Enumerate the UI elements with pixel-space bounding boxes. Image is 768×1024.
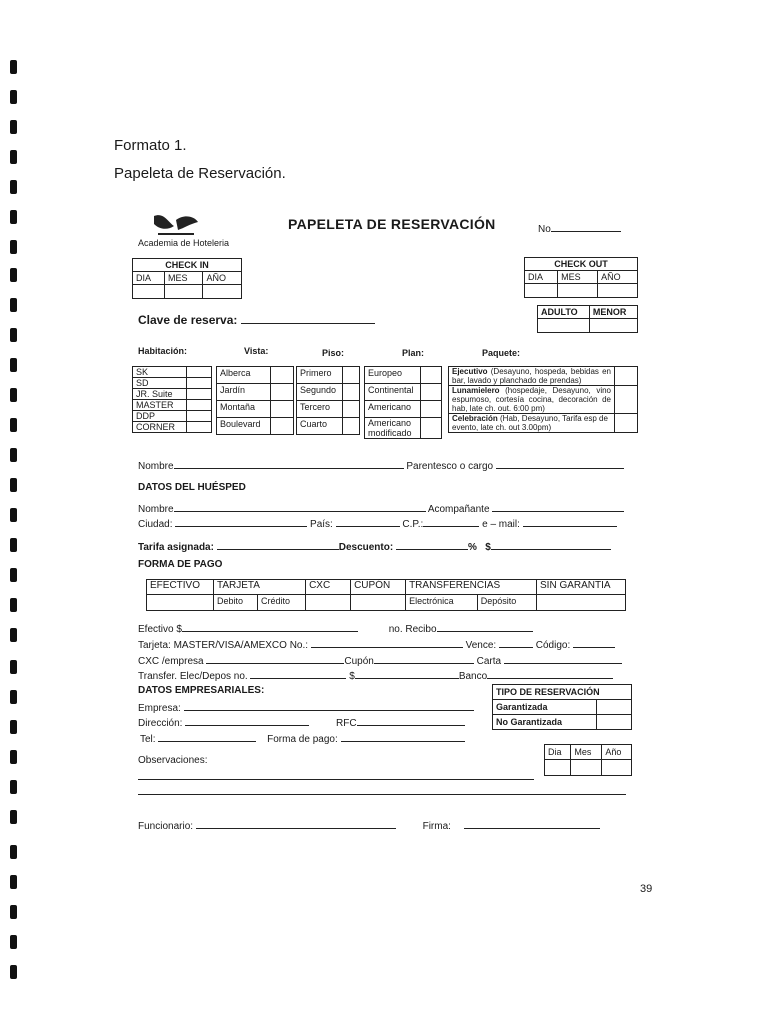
check-in-year-field[interactable] xyxy=(203,285,242,299)
form-title: PAPELETA DE RESERVACIÓN xyxy=(288,216,496,232)
pais-field[interactable] xyxy=(336,517,400,527)
vista-checkbox[interactable] xyxy=(271,384,294,401)
pago-debito[interactable]: Debito xyxy=(214,595,258,611)
vence-field[interactable] xyxy=(499,638,533,648)
pago-cupon-checkbox[interactable] xyxy=(351,595,406,611)
no-garantizada-label: No Garantizada xyxy=(493,715,597,730)
piso-checkbox[interactable] xyxy=(343,367,360,384)
habitacion-option: CORNER xyxy=(133,422,187,433)
piso-option: Cuarto xyxy=(297,418,343,435)
check-in-col: AÑO xyxy=(203,272,242,285)
pago-efectivo-checkbox[interactable] xyxy=(147,595,214,611)
vista-checkbox[interactable] xyxy=(271,367,294,384)
paquete-option: Celebración (Hab, Desayuno, Tarifa esp de evento, late ch. out 3.00pm) xyxy=(449,414,615,433)
pago-credito[interactable]: Crédito xyxy=(258,595,306,611)
piso-header: Piso: xyxy=(322,348,345,358)
check-in-table xyxy=(132,258,242,299)
firma-field[interactable] xyxy=(464,819,600,829)
vista-checkbox[interactable] xyxy=(271,401,294,418)
habitacion-checkbox[interactable] xyxy=(187,411,212,422)
fecha-table xyxy=(544,744,632,776)
check-in-day-field[interactable] xyxy=(133,285,165,299)
check-out-day-field[interactable] xyxy=(525,284,558,298)
codigo-field[interactable] xyxy=(573,638,615,648)
clave-row: Clave de reserva: xyxy=(138,313,375,327)
adult-label: ADULTO xyxy=(538,306,590,319)
pago-electronica[interactable]: Electrónica xyxy=(406,595,478,611)
pago-sin-garantia-checkbox[interactable] xyxy=(537,595,626,611)
observaciones-line-2[interactable] xyxy=(138,794,626,795)
check-out-table xyxy=(524,257,638,298)
check-in-col: MES xyxy=(164,272,203,285)
cp-field[interactable] xyxy=(423,517,479,527)
plan-checkbox[interactable] xyxy=(421,384,442,401)
formato-heading: Formato 1. xyxy=(114,137,187,154)
tel-field[interactable] xyxy=(158,732,256,742)
pago-cxc: CXC xyxy=(306,580,351,595)
forma-pago-table xyxy=(146,579,626,611)
habitacion-table xyxy=(132,366,212,433)
fecha-col: Dia xyxy=(545,745,571,760)
banco-field[interactable] xyxy=(487,669,613,679)
minor-field[interactable] xyxy=(589,319,637,333)
habitacion-option: SD xyxy=(133,378,187,389)
paquete-header: Paquete: xyxy=(482,348,521,358)
transfer-row: Transfer. Elec/Depos no. $ Banco xyxy=(138,669,613,682)
piso-option: Primero xyxy=(297,367,343,384)
parentesco-field[interactable] xyxy=(496,459,624,469)
habitacion-checkbox[interactable] xyxy=(187,389,212,400)
acompanante-field[interactable] xyxy=(492,502,624,512)
plan-option: Americano modificado xyxy=(365,418,421,439)
check-out-title: CHECK OUT xyxy=(525,258,638,271)
carta-field[interactable] xyxy=(504,654,622,664)
pago-tarjeta: TARJETA xyxy=(214,580,306,595)
check-in-col: DIA xyxy=(133,272,165,285)
guests-table xyxy=(537,305,638,333)
plan-checkbox[interactable] xyxy=(421,401,442,418)
plan-option: Americano xyxy=(365,401,421,418)
tarjeta-field[interactable] xyxy=(311,638,463,648)
plan-header: Plan: xyxy=(402,348,425,358)
rfc-field[interactable] xyxy=(357,716,465,726)
datos-huesped-heading: DATOS DEL HUÉSPED xyxy=(138,482,246,493)
academy-logo-icon xyxy=(150,210,200,240)
check-out-month-field[interactable] xyxy=(558,284,598,298)
tarifa-field[interactable] xyxy=(217,540,339,550)
paquete-checkbox[interactable] xyxy=(615,367,638,386)
vista-header: Vista: xyxy=(244,346,269,356)
piso-option: Tercero xyxy=(297,401,343,418)
cxc-row: CXC /empresa Cupón Carta xyxy=(138,654,622,667)
efectivo-field[interactable] xyxy=(182,622,358,632)
form-number-field[interactable] xyxy=(551,222,621,232)
check-in-month-field[interactable] xyxy=(164,285,203,299)
page-number: 39 xyxy=(640,883,653,895)
tipo-reservacion-table xyxy=(492,684,632,730)
paquete-table xyxy=(448,366,638,433)
empresa-row: Empresa: xyxy=(138,701,474,714)
vista-option: Montaña xyxy=(217,401,271,418)
check-out-col: MES xyxy=(558,271,598,284)
cupon-field[interactable] xyxy=(374,654,474,664)
pago-sin-garantia: SIN GARANTIA xyxy=(537,580,626,595)
habitacion-checkbox[interactable] xyxy=(187,422,212,433)
fecha-month-field[interactable] xyxy=(571,760,602,776)
funcionario-field[interactable] xyxy=(196,819,396,829)
direccion-field[interactable] xyxy=(185,716,309,726)
recibo-field[interactable] xyxy=(437,622,533,632)
plan-table xyxy=(364,366,442,439)
piso-option: Segundo xyxy=(297,384,343,401)
formato-subtitle: Papeleta de Reservación. xyxy=(114,165,286,182)
pago-transferencias: TRANSFERENCIAS xyxy=(406,580,537,595)
habitacion-header: Habitación: xyxy=(138,346,188,356)
plan-checkbox[interactable] xyxy=(421,418,442,439)
ciudad-field[interactable] xyxy=(175,517,307,527)
vista-option: Alberca xyxy=(217,367,271,384)
empresa-field[interactable] xyxy=(184,701,474,711)
forma-pago-heading: FORMA DE PAGO xyxy=(138,559,223,570)
nombre-row-1: Nombre Parentesco o cargo xyxy=(138,459,624,472)
habitacion-option: SK xyxy=(133,367,187,378)
minor-label: MENOR xyxy=(589,306,637,319)
paquete-option: Ejecutivo (Desayuno, hospeda, bebidas en bar, lavado y planchado de prendas) xyxy=(449,367,615,386)
paquete-checkbox[interactable] xyxy=(615,386,638,414)
piso-table xyxy=(296,366,360,435)
nombre-field-2[interactable] xyxy=(174,502,426,512)
tel-row: Tel: Forma de pago: xyxy=(140,732,465,745)
pago-cxc-checkbox[interactable] xyxy=(306,595,351,611)
clave-field[interactable] xyxy=(241,314,375,324)
adult-field[interactable] xyxy=(538,319,590,333)
check-out-col: AÑO xyxy=(598,271,638,284)
transfer-field[interactable] xyxy=(250,669,346,679)
tarifa-row: Tarifa asignada: Descuento: % $ xyxy=(138,540,611,553)
direccion-row: Dirección: RFC xyxy=(138,716,465,729)
vista-option: Boulevard xyxy=(217,418,271,435)
observaciones-label: Observaciones: xyxy=(138,755,208,766)
habitacion-option: JR. Suite xyxy=(133,389,187,400)
binder-margin xyxy=(0,0,30,1024)
check-out-year-field[interactable] xyxy=(598,284,638,298)
nombre-row-2: Nombre Acompañante xyxy=(138,502,624,515)
observaciones-line-1[interactable] xyxy=(138,779,534,780)
vista-checkbox[interactable] xyxy=(271,418,294,435)
datos-empresariales-heading: DATOS EMPRESARIALES: xyxy=(138,685,265,696)
plan-checkbox[interactable] xyxy=(421,367,442,384)
fecha-col: Año xyxy=(602,745,632,760)
vista-option: Jardín xyxy=(217,384,271,401)
pago-efectivo: EFECTIVO xyxy=(147,580,214,595)
nombre-field-1[interactable] xyxy=(174,459,404,469)
fecha-year-field[interactable] xyxy=(602,760,632,776)
email-field[interactable] xyxy=(523,517,617,527)
monto-field[interactable] xyxy=(491,540,611,550)
tipo-reservacion-title: TIPO DE RESERVACIÓN xyxy=(493,685,632,700)
cxc-field[interactable] xyxy=(206,654,344,664)
plan-option: Europeo xyxy=(365,367,421,384)
check-in-title: CHECK IN xyxy=(133,259,242,272)
ciudad-row: Ciudad: País: C.P.: e – mail: xyxy=(138,517,617,530)
efectivo-row: Efectivo $ no. Recibo xyxy=(138,622,533,635)
no-garantizada-checkbox[interactable] xyxy=(597,715,632,730)
piso-checkbox[interactable] xyxy=(343,384,360,401)
habitacion-checkbox[interactable] xyxy=(187,400,212,411)
garantizada-checkbox[interactable] xyxy=(597,700,632,715)
tarjeta-row: Tarjeta: MASTER/VISA/AMEXCO No.: Vence: Código: xyxy=(138,638,615,651)
vista-table xyxy=(216,366,294,435)
descuento-field[interactable] xyxy=(396,540,468,550)
piso-checkbox[interactable] xyxy=(343,401,360,418)
check-out-col: DIA xyxy=(525,271,558,284)
habitacion-checkbox[interactable] xyxy=(187,378,212,389)
fecha-col: Mes xyxy=(571,745,602,760)
paquete-checkbox[interactable] xyxy=(615,414,638,433)
habitacion-checkbox[interactable] xyxy=(187,367,212,378)
pago-deposito[interactable]: Depósito xyxy=(477,595,536,611)
forma-pago-field[interactable] xyxy=(341,732,465,742)
funcionario-row: Funcionario: Firma: xyxy=(138,819,600,832)
transfer-amount-field[interactable] xyxy=(355,669,459,679)
habitacion-option: MASTER xyxy=(133,400,187,411)
piso-checkbox[interactable] xyxy=(343,418,360,435)
fecha-day-field[interactable] xyxy=(545,760,571,776)
paquete-option: Lunamielero (hospedaje, Desayuno, vino espumoso, cortesía cocina, decoración de hab, late ch. out. 6:00 pm) xyxy=(449,386,615,414)
pago-cupon: CUPÓN xyxy=(351,580,406,595)
garantizada-label: Garantizada xyxy=(493,700,597,715)
habitacion-option: DDP xyxy=(133,411,187,422)
plan-option: Continental xyxy=(365,384,421,401)
academy-name: Academia de Hoteleria xyxy=(138,238,230,248)
form-number-label: No xyxy=(538,222,621,235)
